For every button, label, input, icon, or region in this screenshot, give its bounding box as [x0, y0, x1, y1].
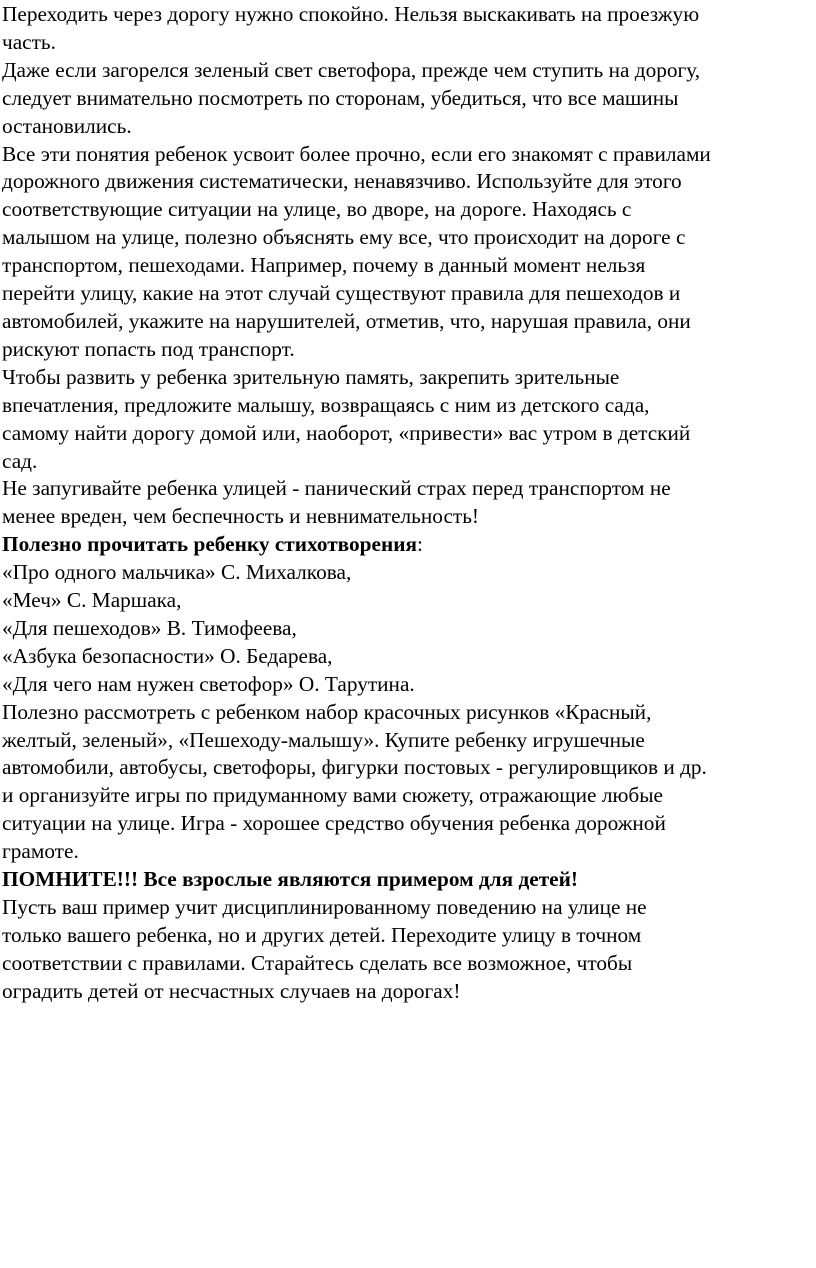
text-line: следует внимательно посмотреть по сторонам, убедиться, что все машины: [2, 85, 679, 110]
text-line: остановились.: [2, 113, 132, 138]
text-line: Переходить через дорогу нужно спокойно. Нельзя выскакивать на проезжую: [2, 2, 700, 26]
text-line: Все эти понятия ребенок усвоит более прочно, если его знакомят с правилами: [2, 141, 711, 166]
text-line: самому найти дорогу домой или, наоборот, «привести» вас утром в детский: [2, 420, 691, 445]
text-line: Полезно рассмотреть с ребенком набор красочных рисунков «Красный,: [2, 699, 652, 724]
text-line: Чтобы развить у ребенка зрительную память, закрепить зрительные: [2, 364, 620, 389]
text-line: оградить детей от несчастных случаев на дорогах!: [2, 978, 461, 1003]
poems-heading-colon: :: [417, 532, 423, 557]
text-line: грамоте.: [2, 839, 79, 864]
text-line: и организуйте игры по придуманному вами сюжету, отражающие любые: [2, 783, 663, 808]
text-line: впечатления, предложите малышу, возвращаясь с ним из детского сада,: [2, 392, 650, 417]
text-line: транспортом, пешеходами. Например, почему в данный момент нельзя: [2, 253, 646, 278]
remember-heading: ПОМНИТЕ!!! Все взрослые являются примером для детей!: [2, 867, 578, 892]
text-line: перейти улицу, какие на этот случай существуют правила для пешеходов и: [2, 281, 681, 306]
poem-item: «Азбука безопасности» О. Бедарева,: [2, 643, 333, 668]
text-line: Даже если загорелся зеленый свет светофора, прежде чем ступить на дорогу,: [2, 57, 701, 82]
text-line: ситуации на улице. Игра - хорошее средство обучения ребенка дорожной: [2, 811, 666, 836]
text-line: соответствии с правилами. Старайтесь сделать все возможное, чтобы: [2, 950, 633, 975]
text-line: сад.: [2, 448, 38, 473]
text-line: рискуют попасть под транспорт.: [2, 336, 295, 361]
text-line: автомобилей, укажите на нарушителей, отметив, что, нарушая правила, они: [2, 308, 691, 333]
text-line: дорожного движения систематически, ненавязчиво. Используйте для этого: [2, 169, 682, 194]
text-line: соответствующие ситуации на улице, во дворе, на дороге. Находясь с: [2, 197, 632, 222]
poem-item: «Меч» С. Маршака,: [2, 588, 182, 613]
text-line: менее вреден, чем беспечность и невнимательность!: [2, 504, 480, 529]
text-line: Не запугивайте ребенка улицей - панический страх перед транспортом не: [2, 476, 671, 501]
text-line: Пусть ваш пример учит дисциплинированному поведению на улице не: [2, 895, 647, 919]
poem-item: «Для чего нам нужен светофор» О. Тарутина.: [2, 671, 415, 696]
text-line: желтый, зеленый», «Пешеходу-малышу». Купите ребенку игрушечные: [2, 727, 645, 752]
text-line: только вашего ребенка, но и других детей. Переходите улицу в точном: [2, 922, 642, 947]
poem-item: «Для пешеходов» В. Тимофеева,: [2, 615, 297, 640]
text-line: автомобили, автобусы, светофоры, фигурки постовых - регулировщиков и др.: [2, 755, 707, 780]
text-line: малышом на улице, полезно объяснять ему все, что происходит на дороге с: [2, 225, 686, 250]
poem-item: «Про одного мальчика» С. Михалкова,: [2, 560, 352, 585]
text-line: часть.: [2, 29, 56, 54]
poems-heading: [2, 531, 816, 559]
poems-heading-bold: Полезно прочитать ребенку стихотворения: [2, 532, 418, 557]
